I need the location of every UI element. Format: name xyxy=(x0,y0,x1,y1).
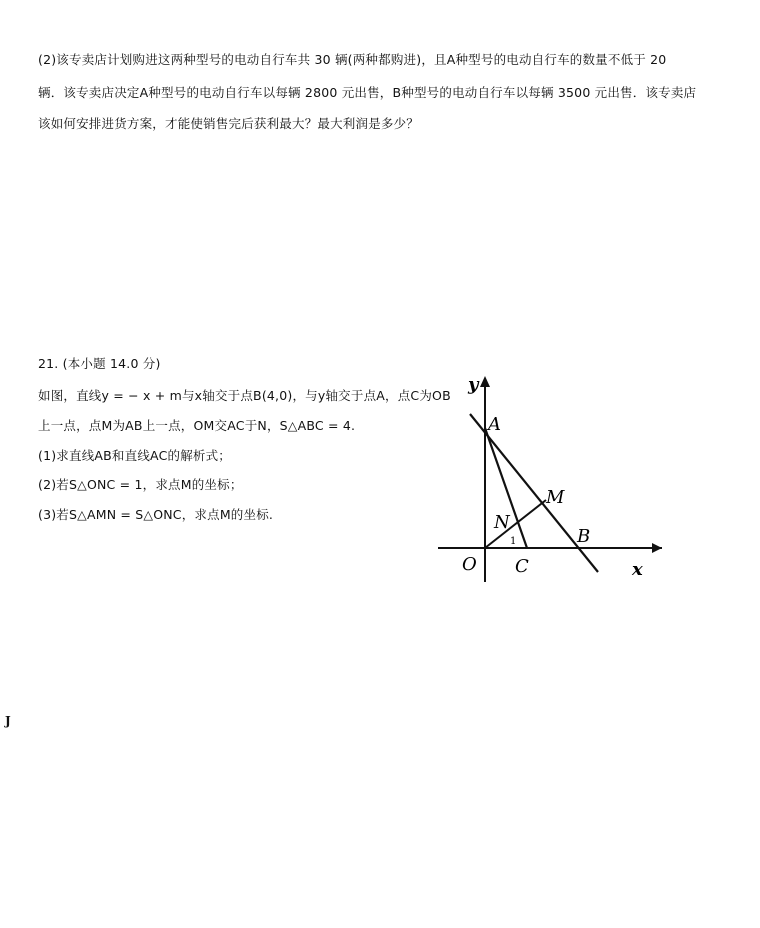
y-axis-arrow xyxy=(480,376,490,387)
part2-line-1: (2)该专卖店计划购进这两种型号的电动自行车共 30 辆(两种都购进)，且A种型号的电动自行车的数量不低于 20 xyxy=(38,52,667,67)
x-axis-arrow xyxy=(652,543,662,553)
problem-21-question-1: (1)求直线AB和直线AC的解析式； xyxy=(38,448,231,463)
angle-1-label: 1 xyxy=(510,536,517,547)
problem-21-stem-line-2: 上一点，点M为AB上一点，OM交AC于N，S△ABC = 4. xyxy=(38,418,356,433)
x-axis-label: x xyxy=(632,559,643,580)
part2-line-3: 该如何安排进货方案，才能使销售完后获利最大？最大利润是多少？ xyxy=(38,116,420,131)
point-b-label: B xyxy=(577,526,591,547)
stray-mark: J xyxy=(5,714,11,728)
problem-21-stem-line-1: 如图，直线y = − x + m与x轴交于点B(4,0)，与y轴交于点A，点C为OB xyxy=(38,388,451,403)
point-m-label: M xyxy=(546,487,565,508)
problem-21-question-3: (3)若S△AMN = S△ONC，求点M的坐标. xyxy=(38,507,274,522)
problem-21-header: 21. (本小题 14.0 分) xyxy=(38,356,161,371)
point-c-label: C xyxy=(515,556,529,577)
y-axis-label: y xyxy=(468,374,479,395)
origin-label: O xyxy=(462,554,477,575)
point-n-label: N xyxy=(494,512,510,533)
problem-21-question-2: (2)若S△ONC = 1，求点M的坐标； xyxy=(38,477,243,492)
point-a-label: A xyxy=(488,414,501,435)
geometry-figure xyxy=(430,370,670,590)
part2-line-2: 辆．该专卖店决定A种型号的电动自行车以每辆 2800 元出售，B种型号的电动自行车以每辆 3500 元出售．该专卖店 xyxy=(38,85,697,100)
